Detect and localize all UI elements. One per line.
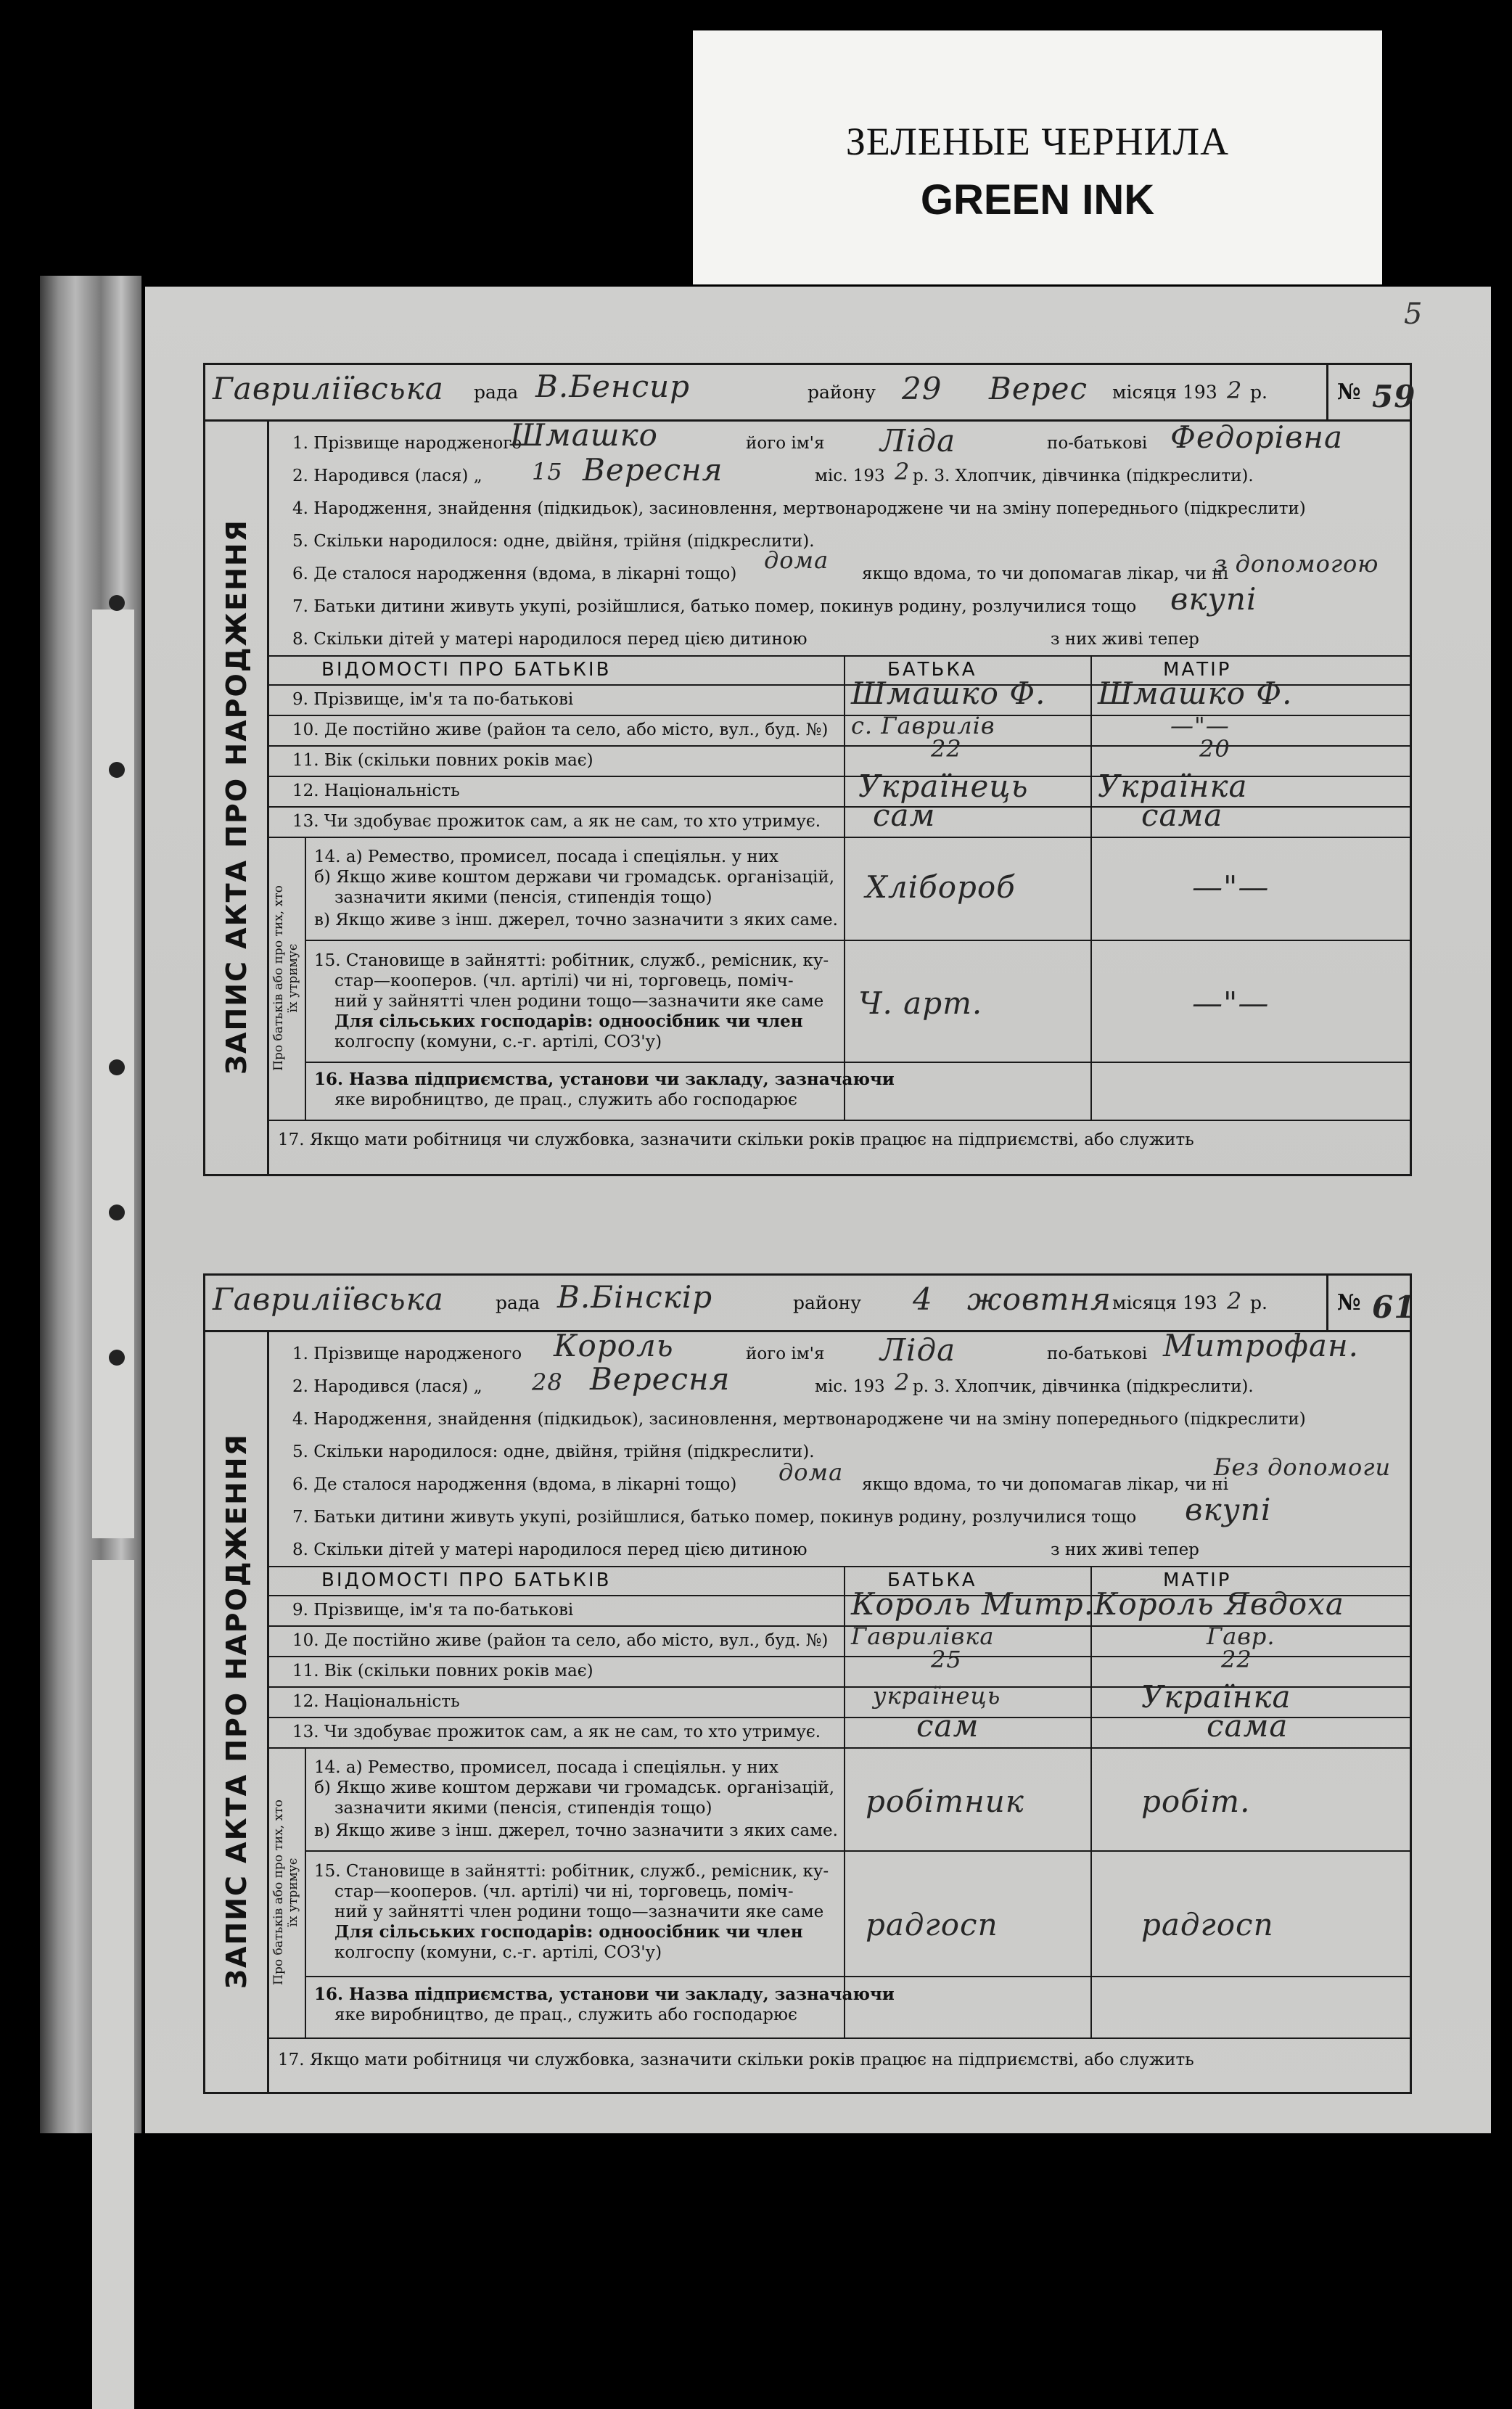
- row-line: [305, 1976, 1410, 1977]
- rada-label: рада: [474, 382, 519, 403]
- q15e-label: колгоспу (комуни, с.-г. артілі, СОЗ'у): [334, 1943, 662, 1962]
- q16b-label: яке виробництво, де прац., служить або господарює: [334, 2006, 797, 2024]
- q14c-label: в) Якщо живе з інш. джерел, точно зазначити з яких саме.: [314, 1821, 838, 1840]
- label-english: GREEN INK: [920, 176, 1155, 223]
- label-russian: ЗЕЛЕНЫЕ ЧЕРНИЛА: [845, 120, 1230, 163]
- col-divider-father: [844, 655, 845, 1120]
- q5-label: 5. Скільки народилося: одне, двійня, трійня (підкреслити).: [292, 1442, 815, 1461]
- hw-born-month: Вересня: [590, 1361, 731, 1397]
- q1-patr-label: по-батькові: [1047, 1345, 1148, 1363]
- q12-label: 12. Національність: [292, 781, 460, 800]
- mother-header: МАТІР: [1163, 1569, 1232, 1591]
- q15e-label: колгоспу (комуни, с.-г. артілі, СОЗ'у): [334, 1033, 662, 1051]
- hw-year: 2: [1227, 1287, 1243, 1315]
- hw-father-residence: с. Гаврилів: [851, 712, 995, 739]
- q8b-label: з них живі тепер: [1051, 630, 1199, 649]
- q2-mis-label: міс. 193: [815, 467, 885, 485]
- hw-name: Ліда: [880, 423, 956, 459]
- ink-label-card: [693, 30, 1382, 284]
- q13-label: 13. Чи здобуває прожиток сам, а як не сам, то хто утримує.: [292, 812, 821, 831]
- hw-surname: Король: [554, 1328, 674, 1363]
- year-r-label: р.: [1250, 1292, 1267, 1313]
- side-title-column: [205, 1330, 269, 2092]
- q2-r-label: р. 3. Хлопчик, дівчинка (підкреслити).: [913, 1377, 1254, 1396]
- q2-label: 2. Народився (лася) „: [292, 1377, 482, 1396]
- hw-father-status: Ч. арт.: [858, 985, 983, 1021]
- birth-record-form-1: [203, 363, 1416, 1176]
- record-number-box: [1326, 1276, 1416, 1330]
- hw-patronymic: Федорівна: [1170, 419, 1344, 455]
- hw-mother-name: Шмашко Ф.: [1098, 676, 1293, 711]
- q11-label: 11. Вік (скільки повних років має): [292, 751, 593, 770]
- hw-father-name: Шмашко Ф.: [851, 676, 1046, 711]
- hw-month: жовтня: [967, 1281, 1112, 1317]
- hw-mother-self: сама: [1141, 797, 1223, 833]
- hw-father-occupation: Хлібороб: [866, 869, 1016, 905]
- hw-year: 2: [1227, 377, 1243, 404]
- row-line: [267, 1120, 1410, 1121]
- hw-name: Ліда: [880, 1332, 956, 1368]
- q14c-label: в) Якщо живе з інш. джерел, точно зазначити з яких саме.: [314, 911, 838, 929]
- rada-label: рада: [496, 1292, 541, 1313]
- q8-label: 8. Скільки дітей у матері народилося перед цією дитиною: [292, 630, 808, 649]
- row-line: [267, 1747, 1410, 1749]
- hw-father-nationality: українець: [873, 1682, 1001, 1710]
- binding-hole: [109, 595, 125, 611]
- hw-place: дома: [764, 546, 829, 574]
- q8-label: 8. Скільки дітей у матері народилося перед цією дитиною: [292, 1540, 808, 1559]
- q14b2-label: зазначити якими (пенсія, стипендія тощо): [334, 1799, 712, 1818]
- row-line: [267, 837, 1410, 838]
- col-divider-mother: [1090, 1566, 1092, 2037]
- q6-label: 6. Де сталося народження (вдома, в лікарні тощо): [292, 565, 737, 583]
- hw-surname: Шмашко: [510, 417, 658, 453]
- q15c-label: ний у зайнятті член родини тощо—зазначити яке саме: [334, 992, 824, 1011]
- q2-mis-label: міс. 193: [815, 1377, 885, 1396]
- q1-label: 1. Прізвище народженого: [292, 1345, 522, 1363]
- q1-name-label: його ім'я: [746, 434, 825, 453]
- page-number: 5: [1404, 297, 1423, 331]
- number-label: №: [1337, 379, 1361, 405]
- parents-header: ВІДОМОСТІ ПРО БАТЬКІВ: [321, 659, 612, 681]
- hw-rayon: В.Бінскір: [557, 1279, 713, 1315]
- rayonu-label: району: [793, 1292, 861, 1313]
- q1-name-label: його ім'я: [746, 1345, 825, 1363]
- hw-mother-age: 20: [1199, 735, 1230, 763]
- row-line: [267, 2037, 1410, 2039]
- q15b-label: стар—кооперов. (чл. артілі) чи ні, торговець, поміч-: [334, 1882, 794, 1901]
- q16a-label: 16. Назва підприємства, установи чи закладу, зазначаючи: [314, 1985, 895, 2004]
- binding-hole: [109, 1059, 125, 1075]
- q2-r-label: р. 3. Хлопчик, дівчинка (підкреслити).: [913, 467, 1254, 485]
- hw-mother-status: —"—: [1192, 985, 1270, 1021]
- hw-born-year: 2: [895, 1368, 911, 1396]
- q15c-label: ний у зайнятті член родини тощо—зазначити яке саме: [334, 1903, 824, 1921]
- q17-label: 17. Якщо мати робітниця чи службовка, зазначити скільки років працює на підприємстві, або служить: [278, 1130, 1194, 1149]
- q9-label: 9. Прізвище, ім'я та по-батькові: [292, 690, 574, 709]
- q1-patr-label: по-батькові: [1047, 434, 1148, 453]
- hw-rada: Гавриліївська: [213, 1281, 444, 1317]
- father-header: БАТЬКА: [887, 1569, 977, 1591]
- hw-mother-residence: Гавр.: [1207, 1622, 1275, 1650]
- form-header: [205, 365, 1416, 422]
- q15d-label: Для сільських господарів: одноосібник чи член: [334, 1922, 803, 1942]
- birth-record-form-2: [203, 1273, 1416, 2094]
- binder-strip: [40, 276, 141, 2133]
- q4-label: 4. Народження, знайдення (підкидьок), засиновлення, мертвонароджене чи на зміну попереднього (підкреслити): [292, 1410, 1306, 1429]
- side-title-column: [205, 419, 269, 1174]
- q6b-label: якщо вдома, то чи допомагав лікар, чи ні: [862, 565, 1229, 583]
- side-small-column: [267, 837, 306, 1120]
- col-divider-mother: [1090, 655, 1092, 1120]
- hw-mother-nationality: Українка: [1141, 1679, 1291, 1715]
- hw-father-self: сам: [873, 797, 936, 833]
- hw-mother-age: 22: [1221, 1646, 1252, 1673]
- q1-label: 1. Прізвище народженого: [292, 434, 522, 453]
- row-line: [267, 806, 1410, 808]
- q14b-label: б) Якщо живе коштом держави чи громадськ. організацій,: [314, 868, 835, 887]
- hw-mother-occupation: —"—: [1192, 869, 1270, 905]
- hw-number: 61: [1372, 1289, 1416, 1325]
- q15d-label: Для сільських господарів: одноосібник чи член: [334, 1011, 803, 1031]
- hw-day: 4: [913, 1281, 933, 1317]
- row-line: [267, 745, 1410, 747]
- q10-label: 10. Де постійно живе (район та село, або місто, вул., буд. №): [292, 1631, 829, 1650]
- q17-label: 17. Якщо мати робітниця чи службовка, зазначити скільки років працює на підприємстві, або служить: [278, 2051, 1194, 2069]
- hw-father-status: радгосп: [866, 1907, 998, 1942]
- row-line: [267, 715, 1410, 716]
- year-r-label: р.: [1250, 382, 1267, 403]
- side-title: ЗАПИС АКТА ПРО НАРОДЖЕННЯ: [220, 1433, 252, 1989]
- hw-rayon: В.Бенсир: [535, 369, 691, 404]
- hw-mother-name: Король Явдоха: [1094, 1586, 1344, 1622]
- mother-header: МАТІР: [1163, 659, 1232, 681]
- side-small-text: Про батьків або про тих, хто їх утримує: [271, 885, 300, 1071]
- hw-month: Верес: [989, 371, 1088, 406]
- side-small-text: Про батьків або про тих, хто їх утримує: [271, 1799, 300, 1985]
- q15b-label: стар—кооперов. (чл. артілі) чи ні, торговець, поміч-: [334, 972, 794, 990]
- q10-label: 10. Де постійно живе (район та село, або місто, вул., буд. №): [292, 721, 829, 739]
- hw-mother-occupation: робіт.: [1141, 1784, 1251, 1819]
- binder-sheet-lower: [92, 1560, 134, 2409]
- hw-father-nationality: Українець: [858, 768, 1029, 804]
- binding-hole: [109, 1350, 125, 1366]
- q15a-label: 15. Становище в зайнятті: робітник, служб., ремісник, ку-: [314, 1862, 829, 1881]
- hw-patronymic: Митрофан.: [1163, 1328, 1359, 1363]
- hw-mother-residence: —"—: [1170, 712, 1230, 739]
- hw-mother-self: сама: [1207, 1708, 1289, 1744]
- hw-born-day: 15: [532, 458, 563, 485]
- q14b-label: б) Якщо живе коштом держави чи громадськ. організацій,: [314, 1778, 835, 1797]
- hw-number: 59: [1372, 379, 1416, 414]
- q2-label: 2. Народився (лася) „: [292, 467, 482, 485]
- hw-father-age: 25: [931, 1646, 962, 1673]
- q14a-label: 14. а) Ремество, промисел, посада і спеціяльн. у них: [314, 1758, 779, 1777]
- q9-label: 9. Прізвище, ім'я та по-батькові: [292, 1601, 574, 1620]
- hw-help: з допомогою: [1214, 550, 1379, 578]
- q15a-label: 15. Становище в зайнятті: робітник, служб., ремісник, ку-: [314, 951, 829, 970]
- hw-day: 29: [902, 371, 942, 406]
- hw-mother-status: радгосп: [1141, 1907, 1274, 1942]
- row-line: [305, 1850, 1410, 1852]
- hw-place: дома: [778, 1458, 844, 1486]
- q5-label: 5. Скільки народилося: одне, двійня, трійня (підкреслити).: [292, 532, 815, 551]
- hw-father-residence: Гаврилівка: [851, 1622, 995, 1650]
- record-number-box: [1326, 365, 1416, 419]
- hw-parents-status: вкупі: [1170, 581, 1257, 617]
- hw-father-occupation: робітник: [866, 1784, 1024, 1819]
- hw-father-self: сам: [916, 1708, 979, 1744]
- q7-label: 7. Батьки дитини живуть укупі, розійшлися, батько помер, покинув родину, розлучилися тощо: [292, 1508, 1137, 1527]
- q6b-label: якщо вдома, то чи допомагав лікар, чи ні: [862, 1475, 1229, 1494]
- hw-help: Без допомоги: [1214, 1453, 1392, 1481]
- hw-born-month: Вересня: [583, 452, 723, 488]
- rayonu-label: району: [808, 382, 876, 403]
- q12-label: 12. Національність: [292, 1692, 460, 1711]
- form-header: [205, 1276, 1416, 1332]
- binding-hole: [109, 1204, 125, 1220]
- q4-label: 4. Народження, знайдення (підкидьок), засиновлення, мертвонароджене чи на зміну попереднього (підкреслити): [292, 499, 1306, 518]
- q13-label: 13. Чи здобуває прожиток сам, а як не сам, то хто утримує.: [292, 1723, 821, 1741]
- hw-father-name: Король Митр.: [851, 1586, 1095, 1622]
- month-label: місяця 193: [1112, 382, 1217, 403]
- hw-rada: Гавриліївська: [213, 371, 444, 406]
- row-line: [305, 940, 1410, 941]
- hw-born-day: 28: [532, 1368, 563, 1396]
- q7-label: 7. Батьки дитини живуть укупі, розійшлися, батько помер, покинув родину, розлучилися тощо: [292, 597, 1137, 616]
- hw-parents-status: вкупі: [1185, 1492, 1272, 1527]
- q16b-label: яке виробництво, де прац., служить або господарює: [334, 1091, 797, 1109]
- side-small-column: [267, 1747, 306, 2037]
- table-top-line: [267, 1566, 1410, 1567]
- table-top-line: [267, 655, 1410, 657]
- side-title: ЗАПИС АКТА ПРО НАРОДЖЕННЯ: [220, 519, 252, 1075]
- parents-header: ВІДОМОСТІ ПРО БАТЬКІВ: [321, 1569, 612, 1591]
- month-label: місяця 193: [1112, 1292, 1217, 1313]
- q6-label: 6. Де сталося народження (вдома, в лікарні тощо): [292, 1475, 737, 1494]
- binding-hole: [109, 762, 125, 778]
- q11-label: 11. Вік (скільки повних років має): [292, 1662, 593, 1680]
- col-divider-father: [844, 1566, 845, 2037]
- q14a-label: 14. а) Ремество, промисел, посада і спеціяльн. у них: [314, 848, 779, 866]
- hw-mother-nationality: Українка: [1098, 768, 1248, 804]
- number-label: №: [1337, 1290, 1361, 1316]
- hw-father-age: 22: [931, 735, 962, 763]
- q8b-label: з них живі тепер: [1051, 1540, 1199, 1559]
- q16a-label: 16. Назва підприємства, установи чи закладу, зазначаючи: [314, 1070, 895, 1089]
- q14b2-label: зазначити якими (пенсія, стипендія тощо): [334, 888, 712, 907]
- hw-born-year: 2: [895, 458, 911, 485]
- row-line: [305, 1062, 1410, 1063]
- father-header: БАТЬКА: [887, 659, 977, 681]
